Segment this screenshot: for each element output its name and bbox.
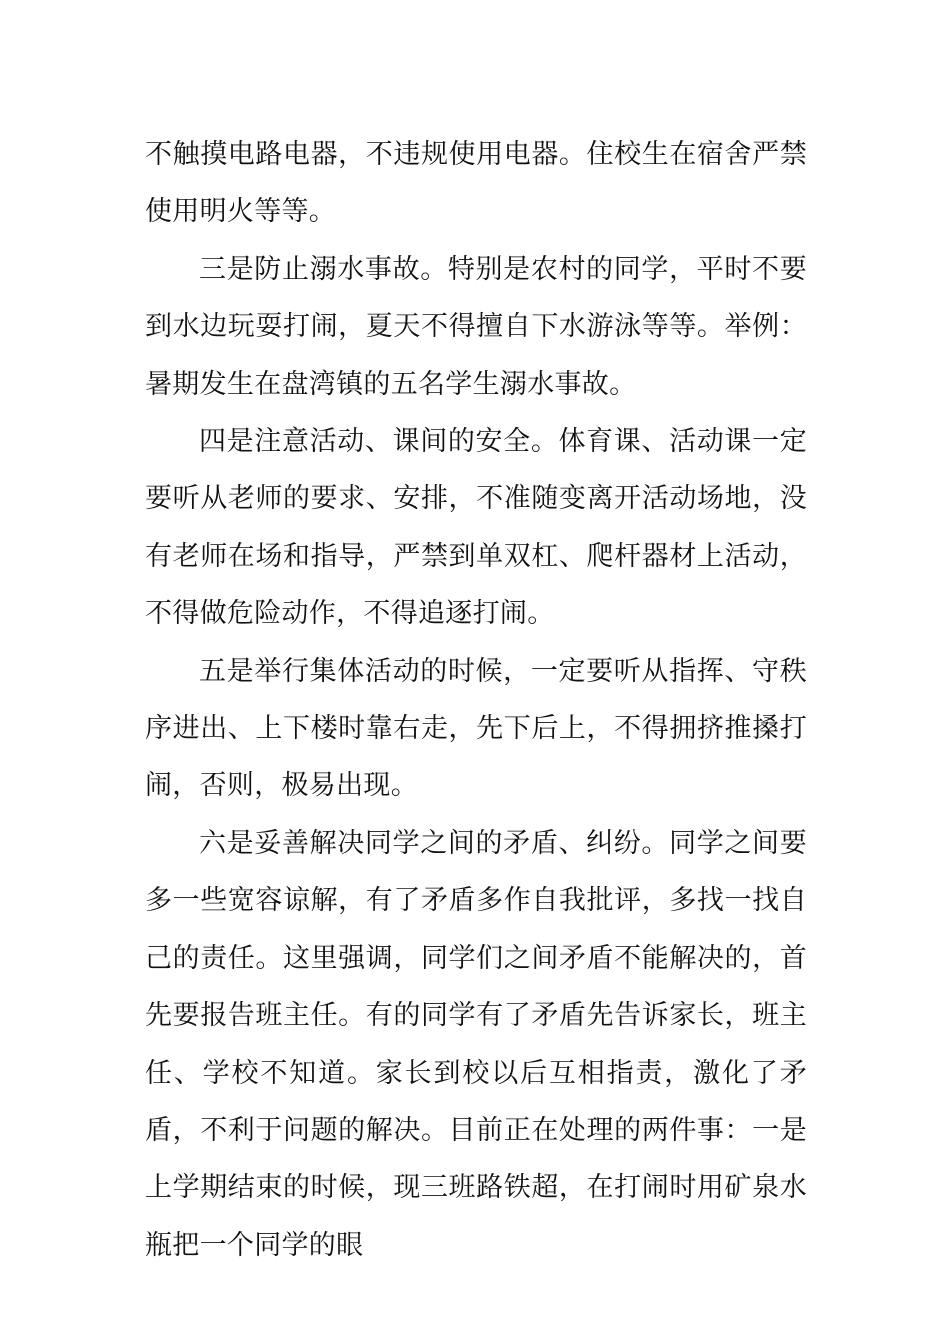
paragraph-5: 六是妥善解决同学之间的矛盾、纠纷。同学之间要多一些宽容谅解，有了矛盾多作自我批评，多找一找自己的责任。这里强调，同学们之间矛盾不能解决的，首先要报告班主任。有的同学有了矛盾先告诉家长，班主任、学校不知道。家长到校以后互相指责，激化了矛盾，不利于问题的解决。目前正在处理的两件事：一是上学期结束的时候，现三班路铁超，在打闹时用矿泉水瓶把一个同学的眼 (145, 827, 807, 1261)
paragraph-1: 不触摸电路电器，不违规使用电器。住校生在宿舍严禁使用明火等等。 (145, 139, 807, 228)
paragraph-3: 四是注意活动、课间的安全。体育课、活动课一定要听从老师的要求、安排，不准随变离开活动场地，没有老师在场和指导，严禁到单双杠、爬杆器材上活动，不得做危险动作，不得追逐打闹。 (145, 426, 807, 630)
paragraph-4: 五是举行集体活动的时候，一定要听从指挥、守秩序进出、上下楼时靠右走，先下后上，不得拥挤推搡打闹，否则，极易出现。 (145, 655, 807, 802)
paragraph-2: 三是防止溺水事故。特别是农村的同学，平时不要到水边玩耍打闹，夏天不得擅自下水游泳等等。举例：暑期发生在盘湾镇的五名学生溺水事故。 (145, 253, 807, 400)
document-body (145, 126, 807, 1274)
